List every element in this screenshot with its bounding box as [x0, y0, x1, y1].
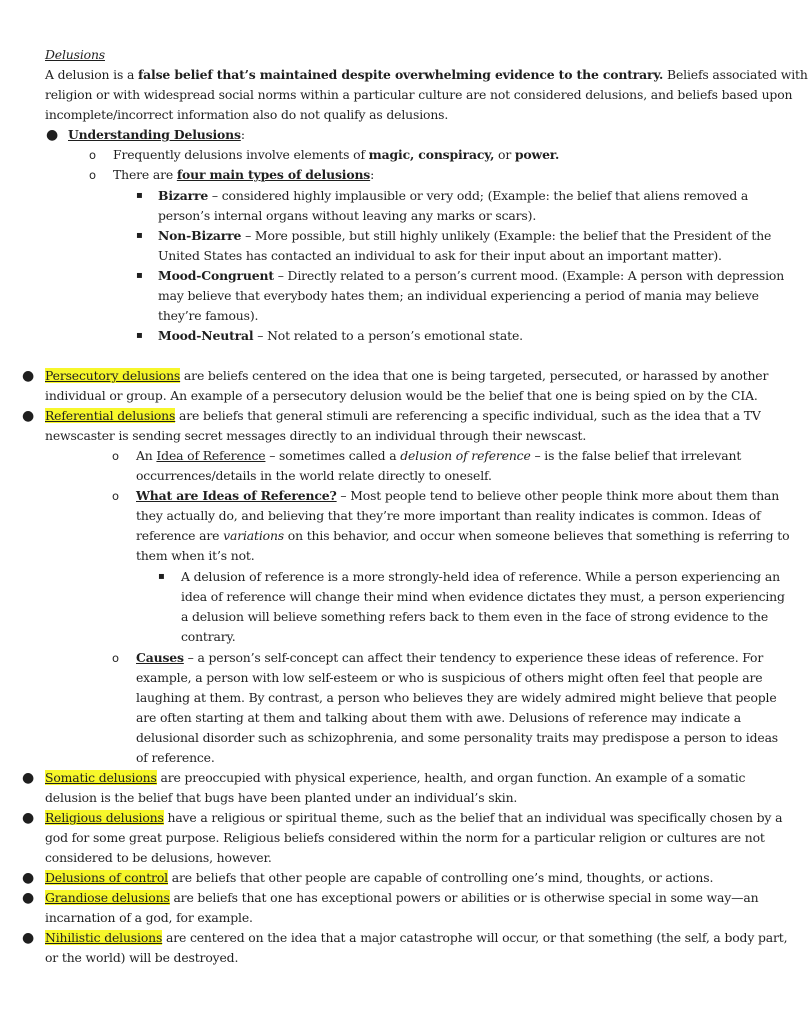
- nihilistic-line-2: or the world) will be destroyed.: [45, 950, 239, 965]
- bullet-dot: ●: [22, 408, 35, 424]
- nihilistic-term: Nihilistic delusions: [45, 930, 163, 945]
- causes-line-1: Causes – a person’s self-concept can affect their tendency to experience these ideas of reference. For: [136, 650, 764, 665]
- causes-line-2: example, a person with low self-esteem or who is suspicious of others might often feel that people are: [136, 670, 763, 685]
- what-line-4: them when it’s not.: [136, 548, 255, 563]
- type-moodcongruent-line-2: may believe that everybody hates them; an individual experiencing a period of mania may believe: [158, 288, 759, 303]
- referential-term: Referential delusions: [45, 408, 176, 423]
- causes-line-5: delusional disorder such as schizophrenia, and some personality traits may predispose a person to ideas: [136, 730, 779, 745]
- referential-line-2: newscaster is sending secret messages directly to an individual through their newscast.: [45, 428, 587, 443]
- causes-line-3: laughing at them. By contrast, a person who believes they are widely admired might believe that people: [136, 690, 777, 705]
- religious-line-3: considered to be delusions, however.: [45, 850, 272, 865]
- what-line-1: What are Ideas of Reference? – Most people tend to believe other people think more about them than: [136, 488, 780, 503]
- intro-line-1: A delusion is a false belief that’s maintained despite overwhelming evidence to the contrary. Beliefs associated with: [45, 67, 808, 82]
- bullet-circle: o: [89, 168, 96, 182]
- bullet-circle: o: [112, 449, 119, 463]
- somatic-line-1: Somatic delusions are preoccupied with physical experience, health, and organ function. An example of a somatic: [45, 770, 746, 785]
- persecutory-line-1: Persecutory delusions are beliefs centered on the idea that one is being targeted, persecuted, or harassed by another: [45, 368, 769, 383]
- understanding-sub-2: There are four main types of delusions:: [113, 167, 375, 182]
- bullet-square: ▪: [136, 190, 143, 201]
- somatic-term: Somatic delusions: [45, 770, 157, 785]
- persecutory-term: Persecutory delusions: [45, 368, 181, 383]
- type-moodcongruent-line-3: they’re famous).: [158, 308, 259, 323]
- bullet-dot: ●: [22, 890, 35, 906]
- bullet-square: ▪: [158, 571, 165, 582]
- bullet-circle: o: [112, 651, 119, 665]
- bullet-dot: ●: [22, 870, 35, 886]
- bullet-circle: o: [89, 148, 96, 162]
- understanding-sub-1: Frequently delusions involve elements of magic, conspiracy, or power.: [113, 147, 560, 162]
- bullet-dot: ●: [22, 368, 35, 384]
- religious-term: Religious delusions: [45, 810, 164, 825]
- bullet-dot: ●: [22, 930, 35, 946]
- understanding-heading: Understanding Delusions:: [68, 127, 245, 142]
- type-nonbizarre-line-1: Non-Bizarre – More possible, but still highly unlikely (Example: the belief that the President of the: [158, 228, 772, 243]
- causes-line-6: of reference.: [136, 750, 215, 765]
- somatic-line-2: delusion is the belief that bugs have been planted under an individual’s skin.: [45, 790, 518, 805]
- bullet-square: ▪: [136, 270, 143, 281]
- idea-line-2: occurrences/details in the world relate directly to oneself.: [136, 468, 492, 483]
- bullet-square: ▪: [136, 330, 143, 341]
- intro-line-2: religion or with widespread social norms within a particular culture are not considered delusions, and beliefs based upon: [45, 87, 793, 102]
- control-line-1: Delusions of control are beliefs that other people are capable of controlling one’s mind, thoughts, or actions.: [45, 870, 714, 885]
- what-sub-line-4: contrary.: [181, 629, 236, 644]
- bullet-square: ▪: [136, 230, 143, 241]
- bullet-dot: ●: [22, 770, 35, 786]
- what-sub-line-2: idea of reference will change their mind when evidence dictates they must, a person experiencing: [181, 589, 785, 604]
- nihilistic-line-1: Nihilistic delusions are centered on the idea that a major catastrophe will occur, or that something (the self, a body part,: [45, 930, 788, 945]
- control-term: Delusions of control: [45, 870, 168, 885]
- persecutory-line-2: individual or group. An example of a persecutory delusion would be the belief that one is being spied on by the CIA.: [45, 388, 758, 403]
- religious-line-1: Religious delusions have a religious or spiritual theme, such as the belief that an individual was specifically chosen by a: [45, 810, 783, 825]
- bullet-dot: ●: [22, 810, 35, 826]
- grandiose-term: Grandiose delusions: [45, 890, 170, 905]
- intro-line-3: incomplete/incorrect information also do not qualify as delusions.: [45, 107, 449, 122]
- what-sub-line-3: a delusion will believe something refers back to them even in the face of strong evidence to the: [181, 609, 769, 624]
- religious-line-2: god for some great purpose. Religious beliefs considered within the norm for a particular religion or cultures are not: [45, 830, 765, 845]
- bullet-dot: ●: [46, 127, 59, 143]
- section-heading: Delusions: [45, 47, 105, 62]
- idea-line-1: An Idea of Reference – sometimes called a delusion of reference – is the false belief that irrelevant: [136, 448, 742, 463]
- what-sub-line-1: A delusion of reference is a more strongly-held idea of reference. While a person experiencing an: [181, 569, 780, 584]
- type-moodneutral-line-1: Mood-Neutral – Not related to a person’s emotional state.: [158, 328, 523, 343]
- type-nonbizarre-line-2: United States has contacted an individual to ask for their input about an important matter).: [158, 248, 722, 263]
- causes-line-4: are often starting at them and talking about them with awe. Delusions of reference may indicate a: [136, 710, 742, 725]
- type-bizarre-line-2: person’s internal organs without leaving any marks or scars).: [158, 208, 537, 223]
- what-line-3: reference are variations on this behavior, and occur when someone believes that something is referring to: [136, 528, 790, 543]
- type-bizarre-line-1: Bizarre – considered highly implausible or very odd; (Example: the belief that aliens removed a: [158, 188, 749, 203]
- type-moodcongruent-line-1: Mood-Congruent – Directly related to a person’s current mood. (Example: A person with depression: [158, 268, 785, 283]
- grandiose-line-2: incarnation of a god, for example.: [45, 910, 253, 925]
- grandiose-line-1: Grandiose delusions are beliefs that one has exceptional powers or abilities or is otherwise special in some way—an: [45, 890, 759, 905]
- referential-line-1: Referential delusions are beliefs that general stimuli are referencing a specific individual, such as the idea that a TV: [45, 408, 761, 423]
- what-line-2: they actually do, and believing that they’re more important than reality indicates is common. Ideas of: [136, 508, 761, 523]
- bullet-circle: o: [112, 489, 119, 503]
